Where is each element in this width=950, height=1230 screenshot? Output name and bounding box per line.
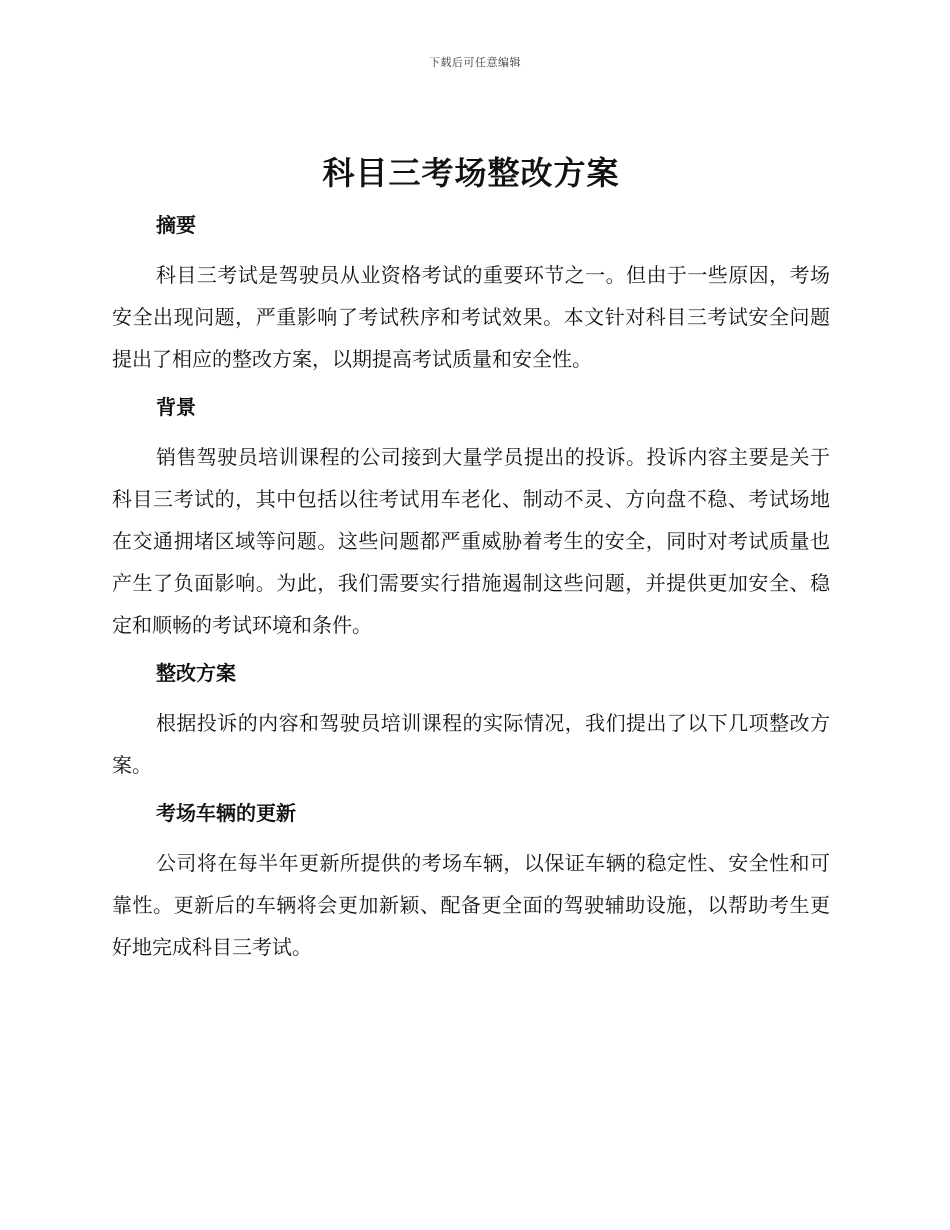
- section-paragraph-vehicle-update: 公司将在每半年更新所提供的考场车辆，以保证车辆的稳定性、安全性和可靠性。更新后的车辆将会更加新颖、配备更全面的驾驶辅助设施，以帮助考生更好地完成科目三考试。: [112, 851, 830, 959]
- section-heading-plan: 整改方案: [156, 661, 236, 685]
- section-heading-vehicle-update: 考场车辆的更新: [156, 801, 296, 825]
- section-paragraph-plan: 根据投诉的内容和驾驶员培训课程的实际情况，我们提出了以下几项整改方案。: [112, 711, 830, 777]
- section-heading-abstract: 摘要: [156, 213, 196, 237]
- document-body: [112, 148, 830, 980]
- page-header-note: 下载后可任意编辑: [429, 56, 521, 69]
- section-heading-background: 背景: [156, 395, 196, 419]
- document-title: 科目三考场整改方案: [322, 154, 620, 192]
- section-paragraph-abstract: 科目三考试是驾驶员从业资格考试的重要环节之一。但由于一些原因，考场安全出现问题，严重影响了考试秩序和考试效果。本文针对科目三考试安全问题提出了相应的整改方案，以期提高考试质量和安全性。: [112, 263, 830, 371]
- section-paragraph-background: 销售驾驶员培训课程的公司接到大量学员提出的投诉。投诉内容主要是关于科目三考试的，其中包括以往考试用车老化、制动不灵、方向盘不稳、考试场地在交通拥堵区域等问题。这些问题都严重威胁着考生的安全，同时对考试质量也产生了负面影响。为此，我们需要实行措施遏制这些问题，并提供更加安全、稳定和顺畅的考试环境和条件。: [112, 445, 830, 637]
